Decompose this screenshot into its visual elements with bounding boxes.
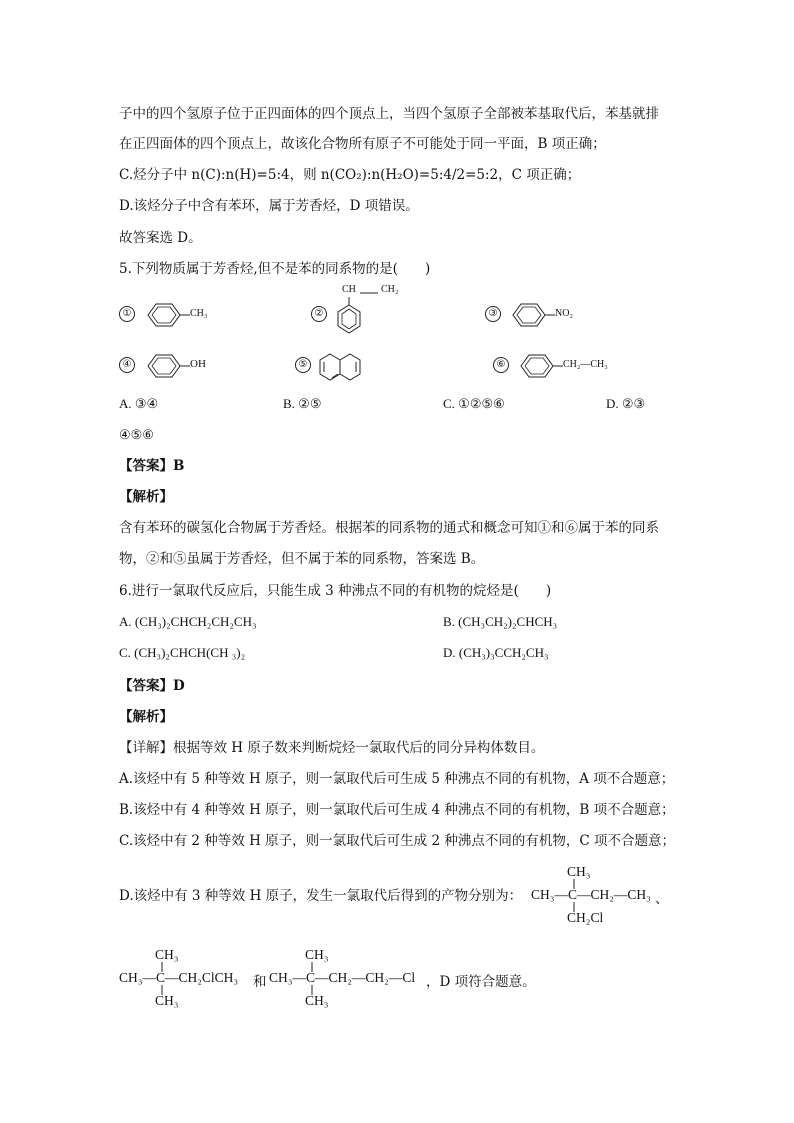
q6-end: ，D 项符合题意。: [426, 974, 536, 990]
and-connector: 和: [253, 974, 267, 989]
label-2: ②: [311, 306, 327, 322]
nitro-group: NO₂: [555, 308, 573, 319]
benzene-ring-icon: [505, 300, 555, 330]
q5-analysis-title: 【解析】: [119, 489, 173, 505]
q6-stem: 6.进行一氯取代反应后，只能生成 3 种沸点不同的有机物的烷烃是( ): [119, 583, 552, 599]
p3-main: CH₃—C—CH₂—CH₂—Cl: [269, 970, 416, 985]
q6-option-d: D. (CH₃)₃CCH₂CH₃: [443, 645, 549, 660]
p3-top: CH₃: [305, 947, 329, 962]
q5-stem: 5.下列物质属于芳香烃,但不是苯的同系物的是( ): [119, 261, 431, 277]
q5-analysis-2: 物，②和⑤虽属于芳香烃，但不属于苯的同系物，答案选 B。: [119, 551, 485, 567]
q5-option-c: C. ①②⑤⑥: [443, 396, 505, 411]
vinyl-ch: CH: [342, 284, 356, 295]
benzene-ring-icon: [140, 351, 190, 381]
naphthalene-icon: [318, 348, 366, 386]
q6-analysis-d: D.该烃中有 3 种等效 H 原子，发生一氯取代后得到的产物分别为：: [119, 888, 523, 904]
p1-separator: 、: [655, 891, 669, 906]
benzene-ring-icon: [140, 300, 190, 330]
q6-detail: 【详解】根据等效 H 原子数来判断烷烃一氯取代后的同分异构体数目。: [119, 740, 545, 756]
ethyl-group: CH₂—CH₃: [563, 359, 608, 370]
p1-bottom: CH₂Cl: [567, 910, 604, 925]
p3-bottom: CH₃: [305, 993, 329, 1008]
vinyl-ch2: CH₂: [381, 284, 399, 295]
p2-main: CH₃—C—CH₂ClCH₃: [119, 970, 239, 985]
q4-line-1: 子中的四个氢原子位于正四面体的四个顶点上，当四个氢原子全部被苯基取代后，苯基就排: [119, 106, 659, 122]
p2-bottom: CH₃: [155, 993, 179, 1008]
q5-analysis-1: 含有苯环的碳氢化合物属于芳香烃。根据苯的同系物的通式和概念可知①和⑥属于苯的同系: [119, 520, 659, 536]
label-6: ⑥: [493, 357, 509, 373]
q4-line-4: D.该烃分子中含有苯环，属于芳香烃，D 项错误。: [119, 198, 419, 214]
q6-option-c: C. (CH₃)₂CHCH(CH ₃)₂: [119, 645, 246, 660]
q6-analysis-a: A.该烃中有 5 种等效 H 原子，则一氯取代后可生成 5 种沸点不同的有机物，A 项不合题意；: [119, 771, 675, 787]
methyl-group: CH₃: [190, 308, 208, 319]
q4-line-5: 故答案选 D。: [119, 230, 202, 246]
q6-option-a: A. (CH₃)₂CHCH₂CH₂CH₃: [119, 614, 257, 629]
q4-line-3: C.烃分子中 n(C):n(H)=5:4，则 n(CO₂):n(H₂O)=5:4/2=5:2，C 项正确；: [119, 167, 581, 183]
hydroxyl-group: OH: [190, 358, 206, 370]
q6-analysis-c: C.该烃中有 2 种等效 H 原子，则一氯取代后可生成 2 种沸点不同的有机物，C 项不合题意；: [119, 833, 675, 849]
q5-option-d-cont: ④⑤⑥: [119, 427, 154, 442]
label-1: ①: [119, 306, 135, 322]
label-5: ⑤: [295, 357, 311, 373]
label-4: ④: [119, 357, 135, 373]
q5-option-b: B. ②⑤: [283, 396, 322, 411]
q6-analysis-title: 【解析】: [119, 709, 173, 725]
p1-top: CH₃: [567, 864, 591, 879]
q4-line-2: 在正四面体的四个顶点上，故该化合物所有原子不可能处于同一平面，B 项正确；: [119, 136, 606, 152]
q6-answer: 【答案】D: [119, 678, 185, 694]
benzene-ring-icon: [513, 351, 563, 381]
benzene-ring-icon: [334, 297, 364, 337]
q6-analysis-b: B.该烃中有 4 种等效 H 原子，则一氯取代后可生成 4 种沸点不同的有机物，B 项不合题意；: [119, 802, 675, 818]
label-3: ③: [485, 306, 501, 322]
p1-main: CH₃—C—CH₂—CH₃: [531, 887, 651, 902]
p2-top: CH₃: [155, 947, 179, 962]
q5-option-a: A. ③④: [119, 396, 159, 411]
q5-answer: 【答案】B: [119, 458, 185, 474]
q6-option-b: B. (CH₃CH₂)₂CHCH₃: [443, 614, 558, 629]
q5-option-d: D. ②③: [606, 396, 646, 411]
